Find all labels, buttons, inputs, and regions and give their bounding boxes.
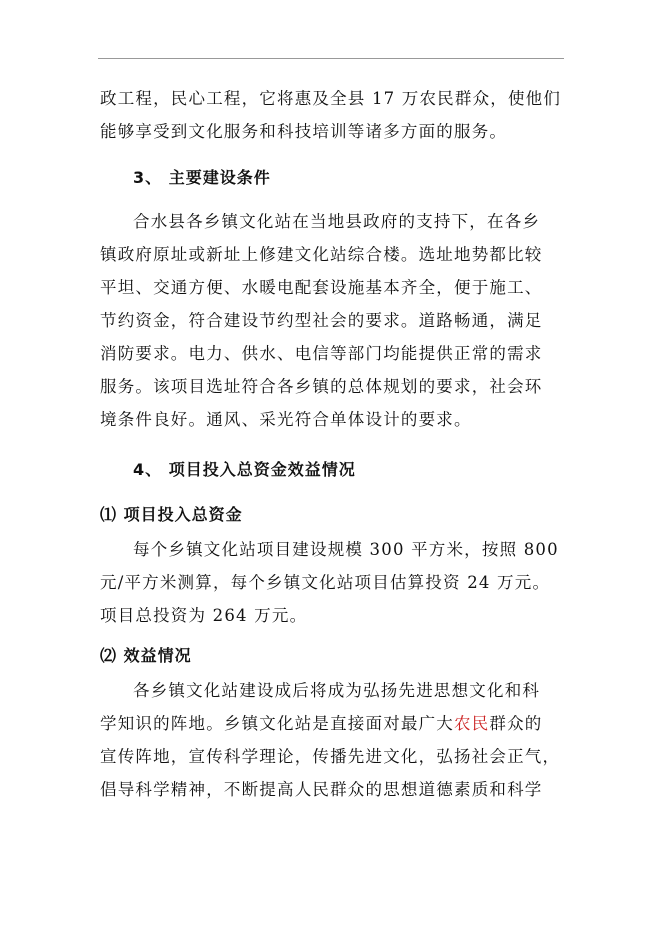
section-heading: 4、 项目投入总资金效益情况 bbox=[133, 460, 356, 479]
paragraph: 政工程，民心工程，它将惠及全县 17 万农民群众，使他们 能够享受到文化服务和科技培训等诸多方面的服务。 bbox=[100, 89, 562, 141]
document-page bbox=[100, 82, 566, 806]
section-heading: 3、 主要建设条件 bbox=[133, 168, 271, 187]
paragraph: 各乡镇文化站建设成后将成为弘扬先进思想文化和科 学知识的阵地。乡镇文化站是直接面对最广大农民群众的 宣传阵地，宣传科学理论，传播先进文化，弘扬社会正气， 倡导科学精神，不断提高人民群众的思想道德素质和科学 bbox=[100, 681, 561, 799]
highlighted-text: 农民 bbox=[454, 714, 490, 733]
paragraph: 每个乡镇文化站项目建设规模 300 平方米，按照 800 元/平方米测算，每个乡镇文化站项目估算投资 24 万元。 项目总投资为 264 万元。 bbox=[100, 540, 559, 625]
subsection-heading: ⑴ 项目投入总资金 bbox=[100, 505, 243, 524]
subsection-heading: ⑵ 效益情况 bbox=[100, 646, 192, 665]
paragraph: 合水县各乡镇文化站在当地县政府的支持下，在各乡 镇政府原址或新址上修建文化站综合楼。选址地势都比较 平坦、交通方便、水暖电配套设施基本齐全，便于施工、 节约资金，符合建设节约型社会的要求。道路畅通，满足 消防要求。电力、供水、电信等部门均能提供正常的需求 服务。该项目选址符合各乡镇的总体规划的要求，社会环 境条件良好。通风、采光符合单体设计的要求。 bbox=[100, 212, 543, 429]
header-rule bbox=[98, 58, 564, 59]
